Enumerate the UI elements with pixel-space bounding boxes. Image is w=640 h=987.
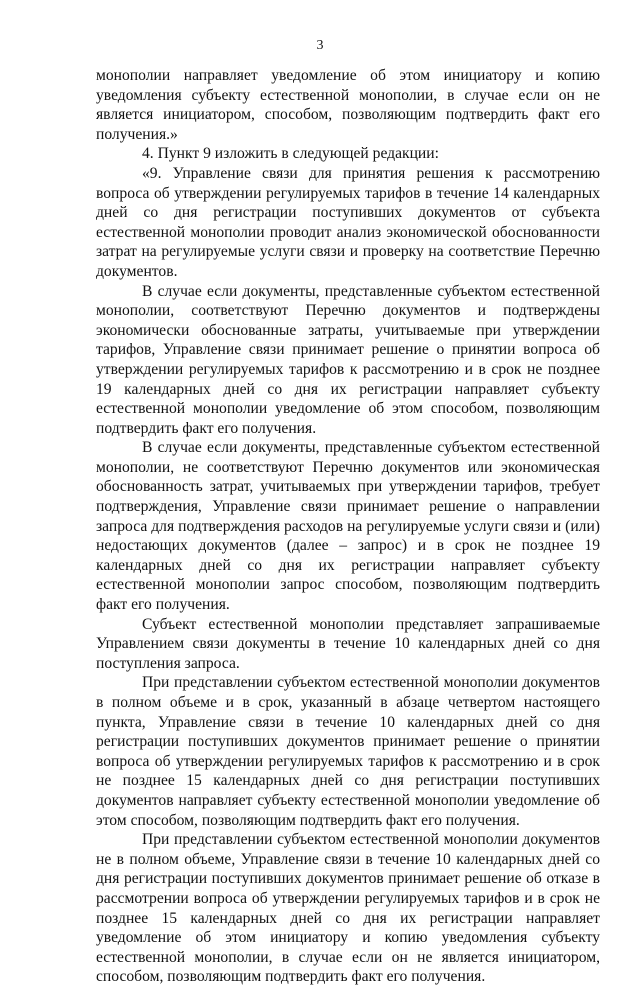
paragraph-item-4: 4. Пункт 9 изложить в следующей редакции:	[142, 145, 439, 163]
page-number: 3	[316, 38, 324, 53]
paragraph-continuation: монополии направляет уведомление об этом инициатору и копию уведомления субъекту естественной монополии, в случае если он не является инициатором, способом, позволяющим подтвердить факт его получения.»	[96, 67, 600, 143]
paragraph: В случае если документы, представленные субъектом естественной монополии, не соответствуют Перечню документов или экономическая обоснованность затрат, учитываемых при утверждении тарифов, требует подтверждения, Управление связи принимает решение о направлении запроса для подтверждения расходов на регулируемые услуги связи и (или) недостающих документов (далее – запрос) и в срок не позднее 19 календарных дней со дня их регистрации направляет субъекту естественной монополии запрос способом, позволяющим подтвердить факт его получения.	[96, 439, 600, 614]
paragraph: Субъект естественной монополии представляет запрашиваемые Управлением связи документы в течение 10 календарных дней со дня поступления запроса.	[96, 615, 600, 672]
paragraph: При представлении субъектом естественной монополии документов в полном объеме и в срок, указанный в абзаце четвертом настоящего пункта, Управление связи в течение 10 календарных дней со дня регистрации поступивших документов принимает решение о принятии вопроса об утверждении регулируемых тарифов к рассмотрению и в срок не позднее 15 календарных дней со дня регистрации поступивших документов направляет субъекту естественной монополии уведомление об этом способом, позволяющим подтвердить факт его получения.	[96, 674, 600, 829]
paragraph-clause-9: «9. Управление связи для принятия решения к рассмотрению вопроса об утверждении регулируемых тарифов в течение 14 календарных дней со дня регистрации поступивших документов от субъекта естественной монополии проводит анализ экономической обоснованности затрат на регулируемые услуги связи и проверку на соответствие Перечню документов.	[96, 164, 600, 280]
paragraph: В случае если документы, представленные субъектом естественной монополии, соответствуют Перечню документов и подтверждены экономически обоснованные затраты, учитываемые при утверждении тарифов, Управление связи принимает решение о принятии вопроса об утверждении регулируемых тарифов к рассмотрению и в срок не позднее 19 календарных дней со дня их регистрации направляет субъекту естественной монополии уведомление об этом способом, позволяющим подтвердить факт его получения.	[96, 282, 600, 437]
document-body	[96, 66, 600, 987]
paragraph: При представлении субъектом естественной монополии документов не в полном объеме, Управление связи в течение 10 календарных дней со дня регистрации поступивших документов принимает решение об отказе в рассмотрении вопроса об утверждении регулируемых тарифов и в срок не позднее 15 календарных дней со дня их регистрации направляет уведомление об этом инициатору и копию уведомления субъекту естественной монополии, в случае если он не является инициатором, способом, позволяющим подтвердить факт его получения.	[96, 831, 600, 986]
